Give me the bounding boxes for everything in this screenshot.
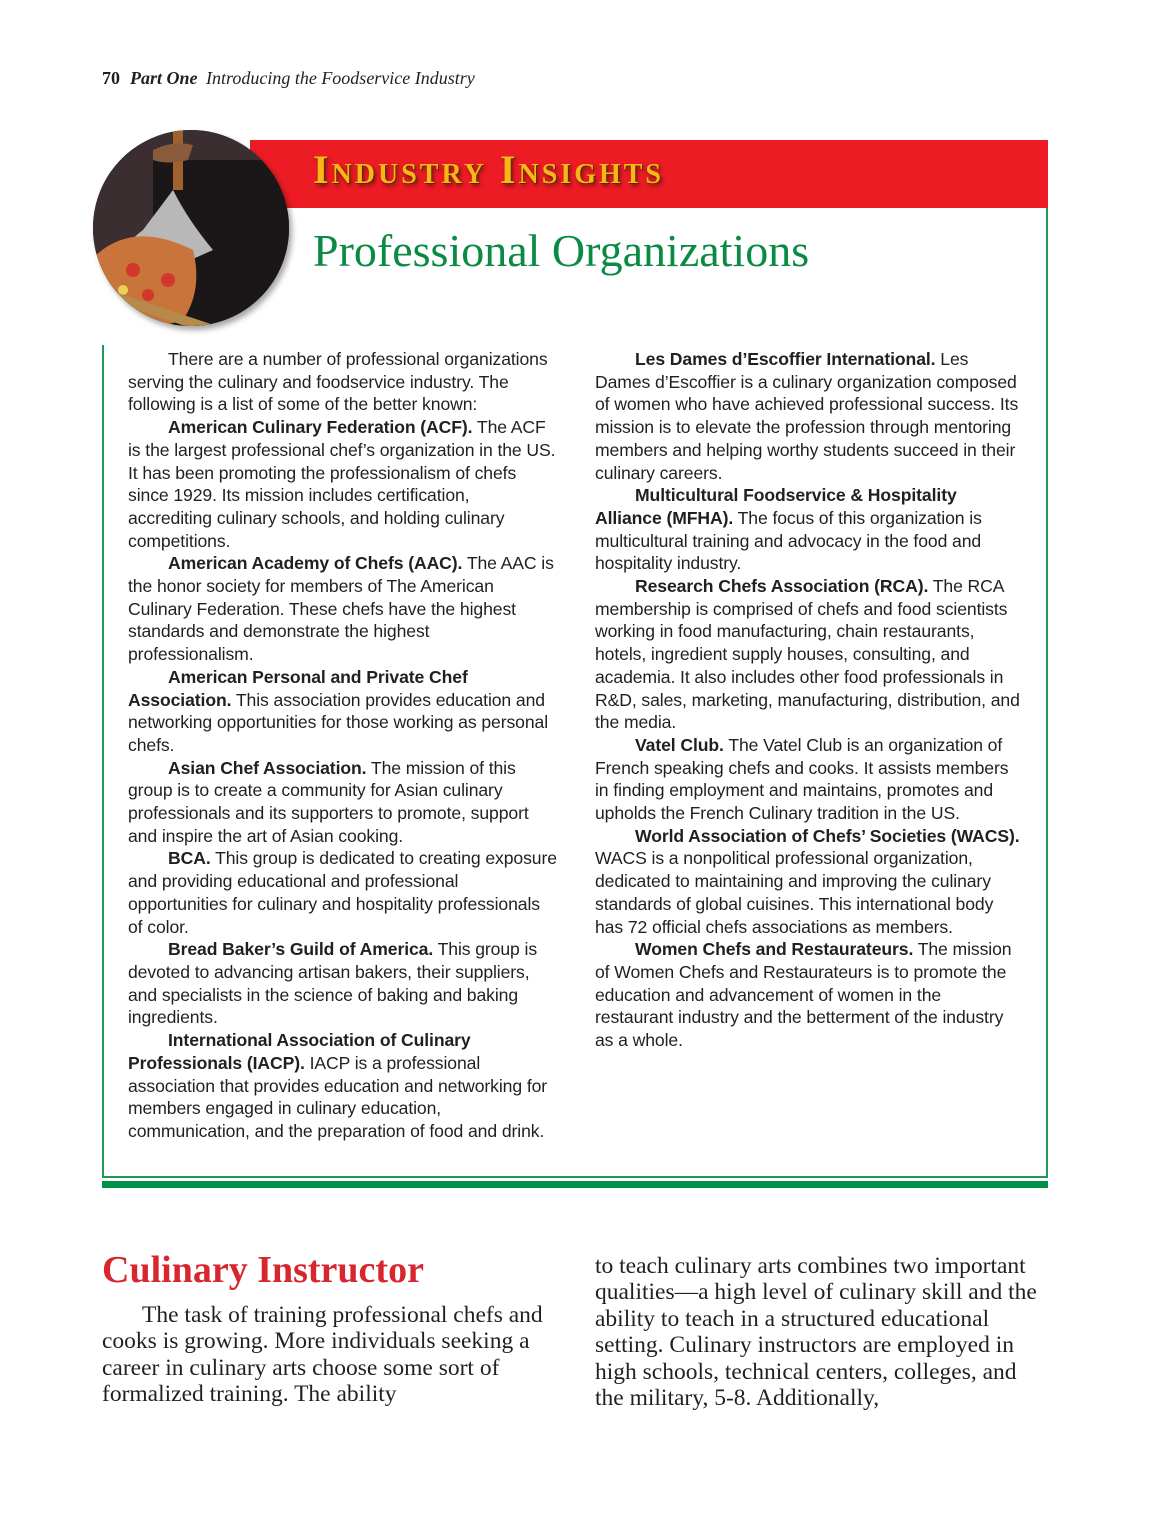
org-description: This association provides education and networking opportunities for those working as personal chefs.	[128, 689, 549, 755]
org-description: This group is dedicated to creating exposure and providing educational and professional opportunities for culinary and hospitality professionals of color.	[128, 848, 557, 937]
org-name: World Association of Chefs’ Societies (WACS).	[635, 825, 1020, 846]
org-name: BCA.	[168, 848, 211, 869]
org-entry	[128, 552, 558, 666]
org-name: American Culinary Federation (ACF).	[168, 417, 473, 438]
org-name: American Personal and Private Chef Association.	[128, 666, 468, 710]
org-entry	[128, 416, 558, 552]
org-entry	[595, 348, 1020, 484]
org-name: International Association of Culinary Professionals (IACP).	[128, 1030, 471, 1073]
org-entry	[128, 938, 558, 1029]
org-description: The AAC is the honor society for members of The American Culinary Federation. These chefs have the highest standards and demonstrate the highest professionalism.	[128, 553, 554, 665]
org-description: The ACF is the largest professional chef’s organization in the US. It has been promoting the professionalism of chefs since 1929. Its mission includes certification, accrediting culinary schools, and holding culinary competitions.	[128, 417, 556, 551]
pizza-photo	[93, 130, 289, 326]
org-name: Multicultural Foodservice & Hospitality Alliance (MFHA).	[595, 485, 957, 528]
org-entry	[595, 825, 1020, 939]
org-name: Bread Baker’s Guild of America.	[168, 939, 434, 960]
org-entry	[128, 1029, 558, 1143]
section-body-left: The task of training professional chefs and cooks is growing. More individuals seeking a career in culinary arts choose some sort of formalized training. The ability	[102, 1302, 543, 1408]
org-description: The focus of this organization is multicultural training and advocacy in the food and hospitality industry.	[595, 507, 982, 574]
feature-right-column	[595, 348, 1020, 1052]
feature-band-title: Industry Insights	[313, 147, 664, 192]
org-entry	[128, 757, 558, 848]
section-heading: Culinary Instructor	[102, 1249, 424, 1291]
org-name: Les Dames d’Escoffier International.	[635, 349, 936, 369]
org-name: Asian Chef Association.	[168, 757, 367, 778]
running-header	[102, 68, 475, 89]
org-description: Les Dames d’Escoffier is a culinary organization composed of women who have achieved professional success. Its mission is to elevate the profession through mentoring members and helping worthy students succeed in their culinary careers.	[595, 349, 1019, 483]
part-label: Part One	[130, 68, 198, 88]
org-entry	[595, 938, 1020, 1052]
feature-left-column	[128, 348, 558, 1143]
org-entry	[595, 484, 1020, 575]
feature-title: Professional Organizations	[313, 225, 810, 276]
feature-intro: There are a number of professional organizations serving the culinary and foodservice industry. The following is a list of some of the better known:	[128, 349, 548, 415]
org-description: The mission of Women Chefs and Restaurateurs is to promote the education and advancement of women in the restaurant industry and the betterment of the industry as a whole.	[595, 939, 1012, 1051]
org-entry	[128, 847, 558, 938]
org-description: IACP is a professional association that provides education and networking for members engaged in culinary education, communication, and the preparation of food and drink.	[128, 1052, 548, 1141]
org-entry	[128, 666, 558, 757]
org-entry	[595, 734, 1020, 825]
org-description: The Vatel Club is an organization of French speaking chefs and cooks. It assists members in finding employment and maintains, promotes and upholds the French Culinary tradition in the US.	[595, 734, 1009, 824]
page-number: 70	[102, 68, 120, 88]
feature-bottom-rule	[102, 1181, 1048, 1188]
org-description: The RCA membership is comprised of chefs and food scientists working in food manufacturing, chain restaurants, hotels, ingredient supply houses, consulting, and academia. It also includes other food professionals in R&D, sales, marketing, manufacturing, distribution, and the media.	[595, 576, 1020, 733]
org-name: Research Chefs Association (RCA).	[635, 576, 929, 597]
org-entry	[595, 575, 1020, 734]
section-body-right: to teach culinary arts combines two important qualities—a high level of culinary skill and the ability to teach in a structured educational setting. Culinary instructors are employed in high schools, technical centers, colleges, and the military, 5-8. Additionally,	[595, 1253, 1037, 1412]
org-name: Vatel Club.	[635, 734, 724, 755]
org-description: The mission of this group is to create a community for Asian culinary professionals and its supporters to promote, support and inspire the art of Asian cooking.	[128, 757, 529, 846]
org-description: This group is devoted to advancing artisan bakers, their suppliers, and specialists in the science of baking and baking ingredients.	[128, 939, 538, 1028]
org-description: WACS is a nonpolitical professional organization, dedicated to maintaining and improving the culinary standards of global cuisines. This international body has 72 official chefs associations as members.	[595, 848, 994, 937]
org-name: Women Chefs and Restaurateurs.	[635, 939, 914, 960]
chapter-title: Introducing the Foodservice Industry	[206, 68, 475, 88]
org-name: American Academy of Chefs (AAC).	[168, 553, 463, 574]
